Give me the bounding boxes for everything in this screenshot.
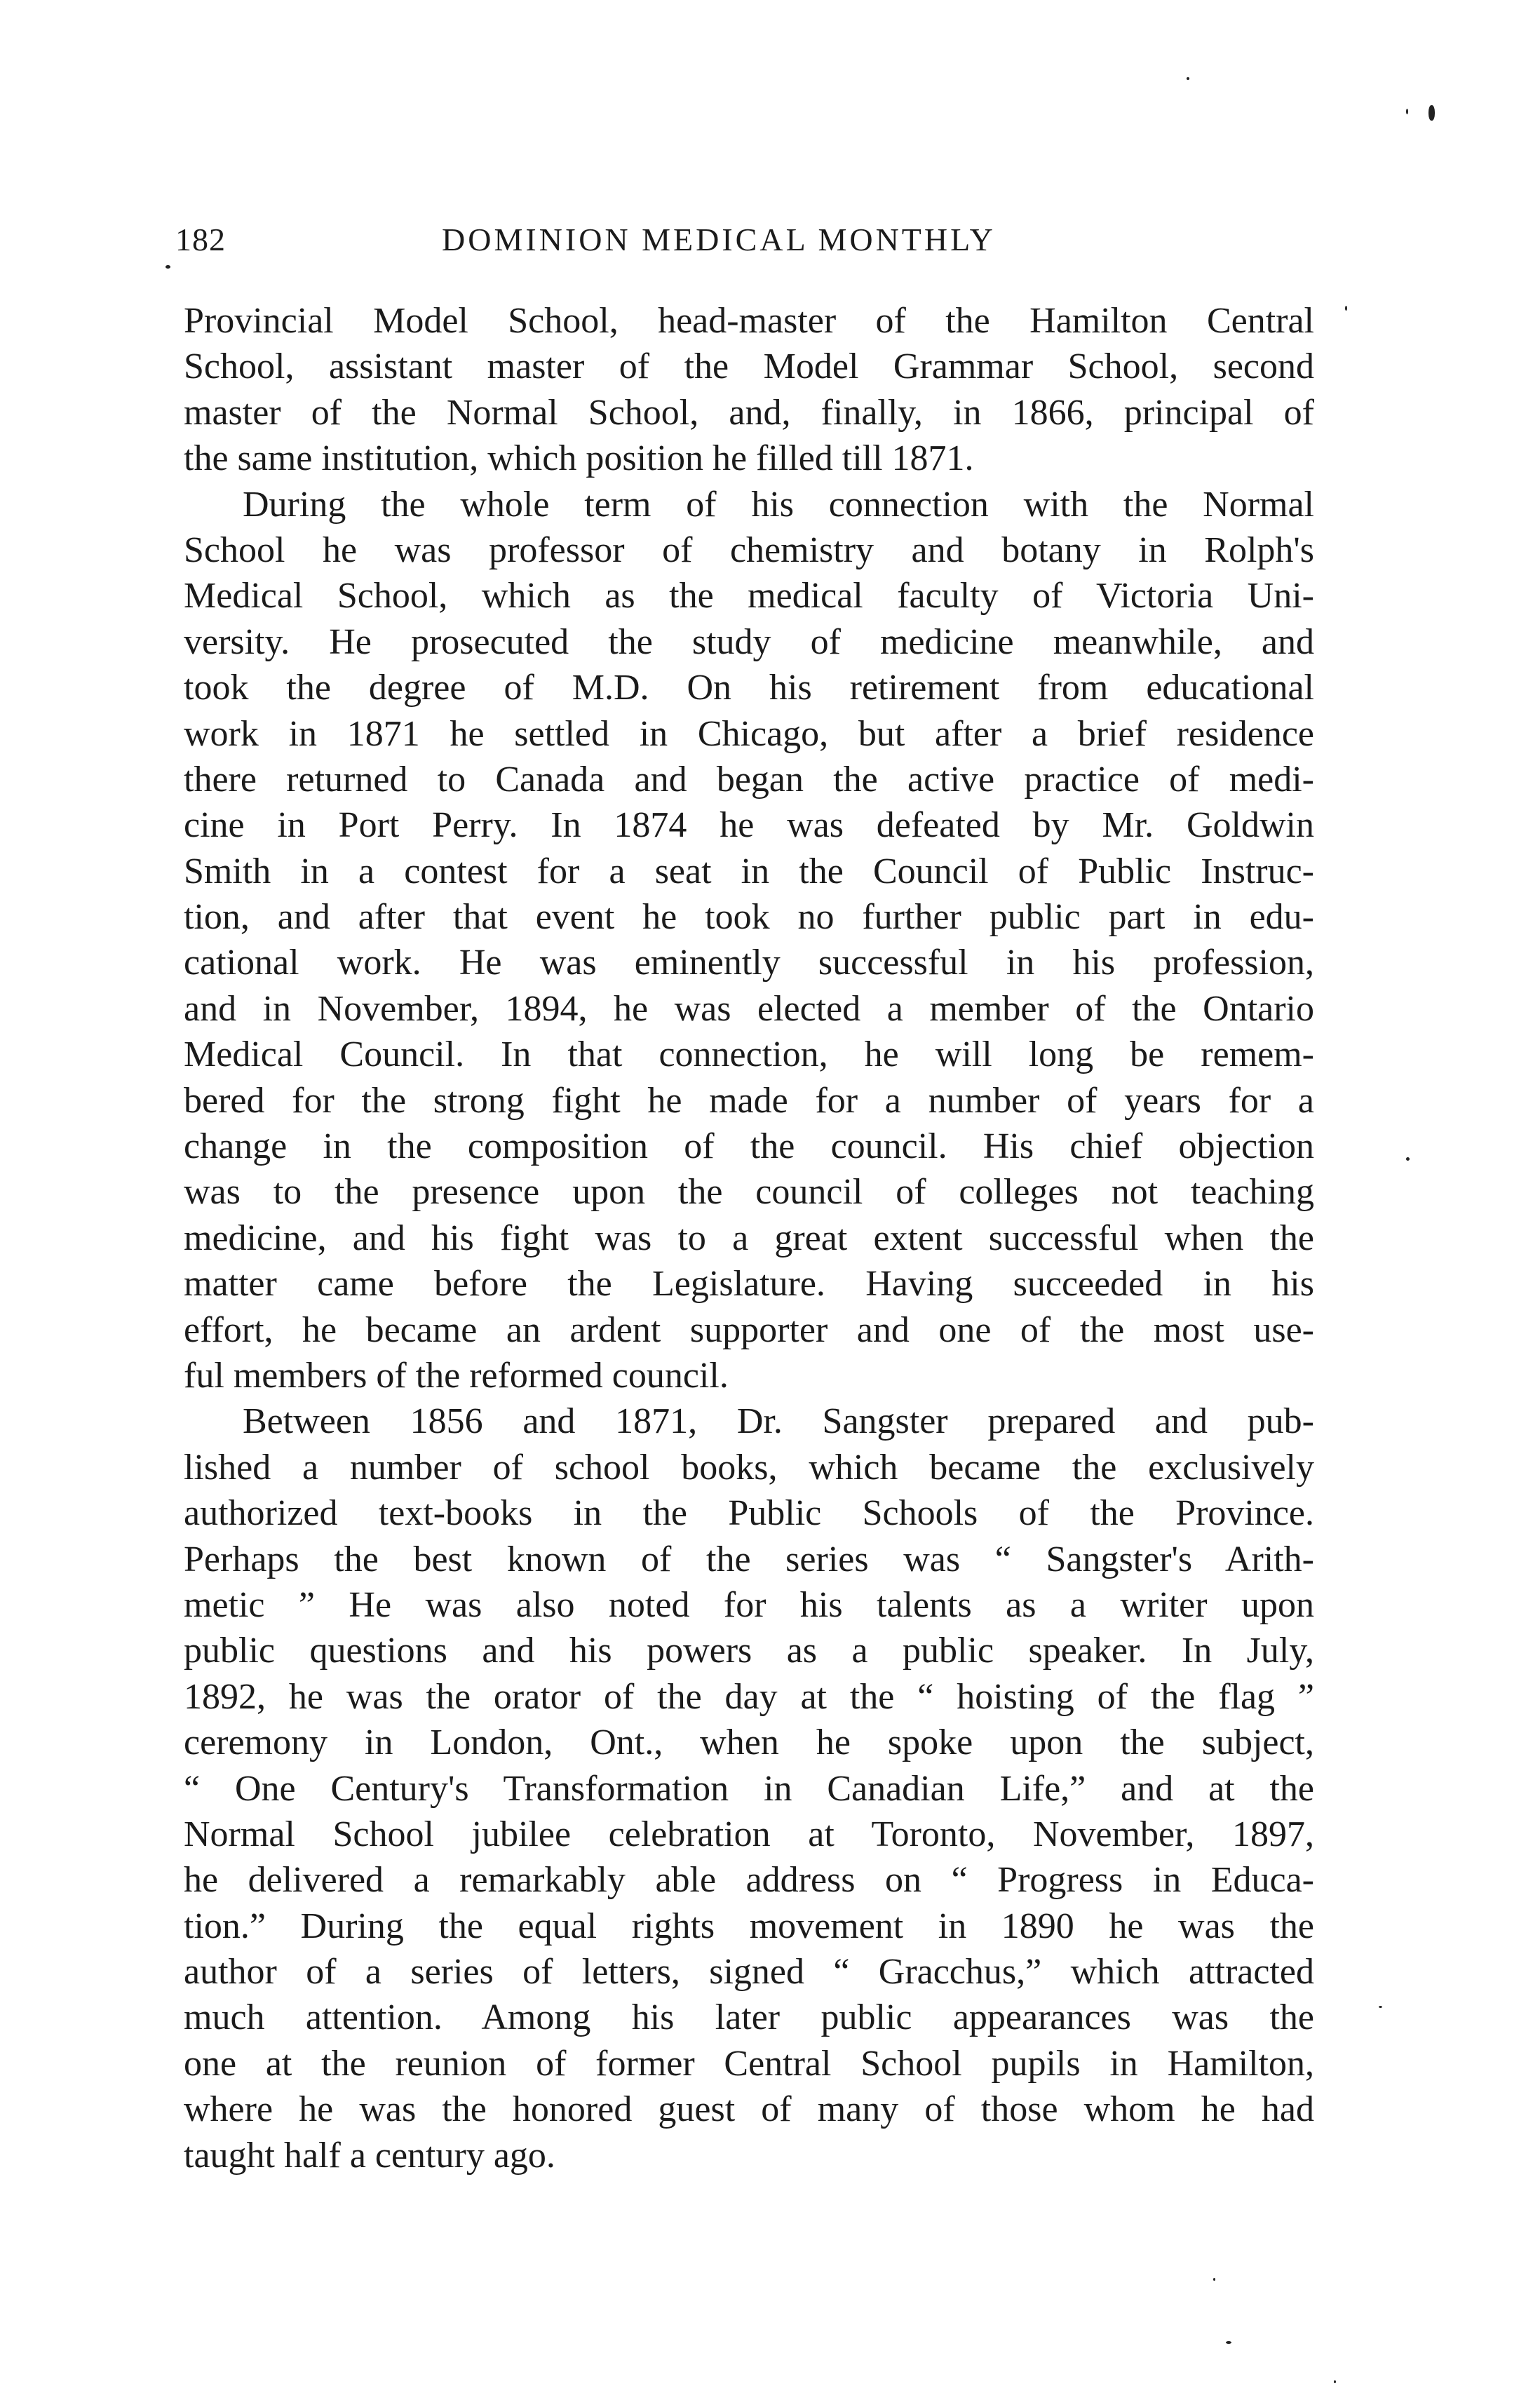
text-line: the same institution, which position he filled till 1871.	[184, 438, 974, 479]
ink-speck	[1379, 2006, 1382, 2008]
text-line: was to the presence upon the council of colleges not teaching	[184, 1172, 1314, 1213]
text-line: Medical Council. In that connection, he will long be remem-	[184, 1034, 1314, 1075]
text-line: Smith in a contest for a seat in the Council of Public Instruc-	[184, 851, 1314, 891]
text-line: much attention. Among his later public appearances was the	[184, 1997, 1314, 2038]
text-line: ful members of the reformed council.	[184, 1355, 729, 1396]
paragraph-start-line: During the whole term of his connection with the Normal	[243, 484, 1314, 525]
text-line: School he was professor of chemistry and botany in Rolph's	[184, 530, 1314, 570]
body-text	[184, 298, 1314, 2178]
text-line: bered for the strong fight he made for a number of years for a	[184, 1080, 1314, 1121]
text-line: Provincial Model School, head-master of the Hamilton Central	[184, 301, 1314, 341]
ink-speck	[1187, 77, 1189, 80]
text-line: there returned to Canada and began the active practice of medi-	[184, 759, 1314, 800]
page-header	[175, 221, 1073, 270]
text-line: Normal School jubilee celebration at Toronto, November, 1897,	[184, 1814, 1314, 1854]
ink-speck	[1213, 2278, 1215, 2281]
text-line: tion.” During the equal rights movement in 1890 he was the	[184, 1906, 1314, 1946]
text-line: he delivered a remarkably able address on “ Progress in Educa-	[184, 1860, 1314, 1901]
text-line: authorized text-books in the Public Schools of the Province.	[184, 1493, 1314, 1534]
text-line: public questions and his powers as a public speaker. In July,	[184, 1631, 1314, 1671]
text-line: 1892, he was the orator of the day at the “ hoisting of the flag ”	[184, 1676, 1314, 1717]
ink-speck	[1345, 306, 1347, 311]
text-line: matter came before the Legislature. Having succeeded in his	[184, 1264, 1314, 1305]
text-line: change in the composition of the council. His chief objection	[184, 1126, 1314, 1167]
running-title: DOMINION MEDICAL MONTHLY	[442, 222, 996, 257]
text-line: one at the reunion of former Central School pupils in Hamilton,	[184, 2043, 1314, 2084]
text-line: cational work. He was eminently successful in his profession,	[184, 943, 1314, 983]
text-line: cine in Port Perry. In 1874 he was defeated by Mr. Goldwin	[184, 805, 1314, 846]
ink-speck	[166, 265, 170, 269]
text-line: versity. He prosecuted the study of medicine meanwhile, and	[184, 621, 1314, 662]
text-line: Perhaps the best known of the series was “ Sangster's Arith-	[184, 1539, 1314, 1579]
text-line: took the degree of M.D. On his retirement from educational	[184, 668, 1314, 708]
text-line: taught half a century ago.	[184, 2135, 555, 2176]
text-line: medicine, and his fight was to a great extent successful when the	[184, 1218, 1314, 1258]
ink-speck	[1428, 105, 1435, 121]
ink-speck	[1406, 109, 1408, 114]
text-line: master of the Normal School, and, finally, in 1866, principal of	[184, 392, 1314, 433]
paragraph-start-line: Between 1856 and 1871, Dr. Sangster prepared and pub-	[243, 1401, 1314, 1442]
text-line: effort, he became an ardent supporter and one of the most use-	[184, 1309, 1314, 1350]
text-line: and in November, 1894, he was elected a member of the Ontario	[184, 988, 1314, 1029]
page-number: 182	[175, 222, 226, 257]
ink-speck	[1406, 1157, 1410, 1161]
text-line: Medical School, which as the medical faculty of Victoria Uni-	[184, 576, 1314, 616]
text-line: “ One Century's Transformation in Canadian Life,” and at the	[184, 1768, 1314, 1809]
ink-speck	[1226, 2341, 1231, 2344]
text-line: tion, and after that event he took no further public part in edu-	[184, 897, 1314, 938]
text-line: metic ” He was also noted for his talents as a writer upon	[184, 1584, 1314, 1625]
text-line: lished a number of school books, which became the exclusively	[184, 1447, 1314, 1488]
text-line: where he was the honored guest of many of those whom he had	[184, 2089, 1314, 2130]
text-line: author of a series of letters, signed “ Gracchus,” which attracted	[184, 1952, 1314, 1993]
text-line: work in 1871 he settled in Chicago, but after a brief residence	[184, 713, 1314, 754]
text-line: School, assistant master of the Model Grammar School, second	[184, 346, 1314, 387]
ink-speck	[1334, 2380, 1336, 2383]
text-line: ceremony in London, Ont., when he spoke upon the subject,	[184, 1723, 1314, 1763]
